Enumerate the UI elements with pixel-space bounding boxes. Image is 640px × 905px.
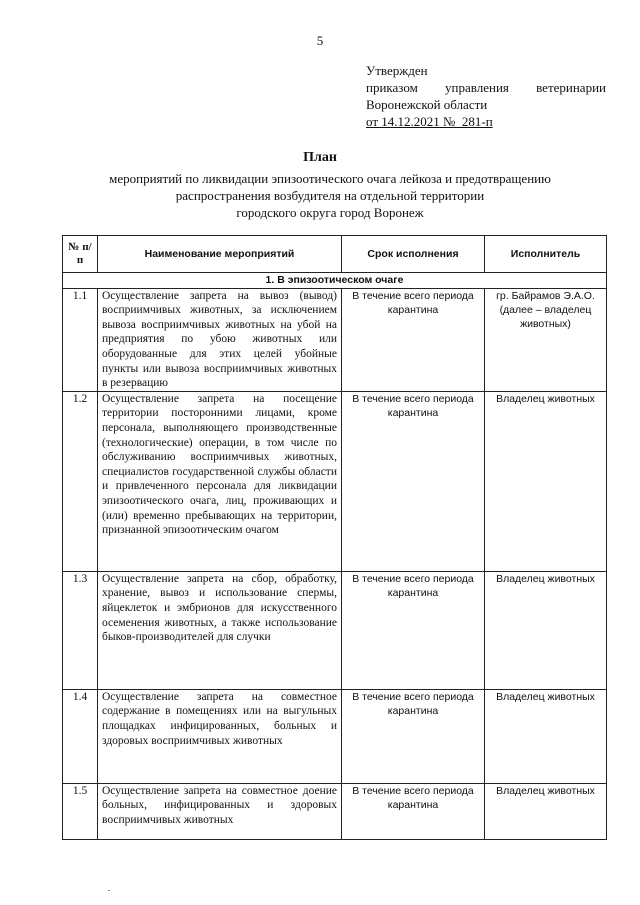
- row-text: Осуществление запрета на совместное содержание в помещениях или на выгульных площадках инфицированных, больных и здоровых восприимчивых животных: [98, 689, 342, 783]
- row-executor: Владелец животных: [485, 783, 607, 839]
- header-num: № п/п: [63, 236, 98, 273]
- document-title: План: [303, 150, 337, 165]
- row-num: 1.3: [63, 571, 98, 689]
- row-term: В течение всего периода карантина: [342, 391, 485, 571]
- row-num: 1.2: [63, 391, 98, 571]
- row-text: Осуществление запрета на вывоз (вывод) восприимчивых животных, за исключением вывоза восприимчивых животных на убой на предприятия по убою животных или оборудованные для этих целей убойные пункты или вывоза восприимчивых животных в резервацию: [98, 288, 342, 391]
- table-row: [63, 689, 607, 783]
- page-number: 5: [316, 33, 324, 48]
- row-executor: Владелец животных: [485, 571, 607, 689]
- table-row: [63, 391, 607, 571]
- table-row: [63, 571, 607, 689]
- row-text: Осуществление запрета на посещение территории посторонними лицами, кроме персонала, выполняющего производственные (технологические) операции, в том числе по обслуживанию восприимчивых животных, специалистов государственной службы области и привлеченного персонала для ликвидации эпизоотического очага, лиц, проживающих и (или) временно пребывающих на территории, признанной эпизоотическим очагом: [98, 391, 342, 571]
- table-row: [63, 783, 607, 839]
- approval-line-2: приказом управления ветеринарии: [366, 80, 606, 95]
- row-executor: Владелец животных: [485, 689, 607, 783]
- document-subtitle: [60, 170, 600, 221]
- scan-speck: [108, 890, 110, 891]
- table-header-row: [63, 236, 607, 273]
- approval-block: [366, 62, 606, 130]
- row-num: 1.4: [63, 689, 98, 783]
- approval-line-3: Воронежской области: [366, 97, 488, 112]
- row-executor: Владелец животных: [485, 391, 607, 571]
- subtitle-line-1: мероприятий по ликвидации эпизоотического очага лейкоза и предотвращению: [109, 171, 551, 186]
- row-num: 1.1: [63, 288, 98, 391]
- plan-table: [62, 235, 607, 840]
- table-row: [63, 288, 607, 391]
- row-term: В течение всего периода карантина: [342, 288, 485, 391]
- section-row: [63, 273, 607, 289]
- row-num: 1.5: [63, 783, 98, 839]
- row-text: Осуществление запрета на совместное доение больных, инфицированных и здоровых восприимчивых животных: [98, 783, 342, 839]
- row-text: Осуществление запрета на сбор, обработку, хранение, вывоз и использование спермы, яйцеклеток и эмбрионов для искусственного осеменения животных, а также использование быков-производителей для случки: [98, 571, 342, 689]
- header-term: Срок исполнения: [342, 236, 485, 273]
- row-term: В течение всего периода карантина: [342, 689, 485, 783]
- header-name: Наименование мероприятий: [98, 236, 342, 273]
- row-term: В течение всего периода карантина: [342, 571, 485, 689]
- header-executor: Исполнитель: [485, 236, 607, 273]
- subtitle-line-2: распространения возбудителя на отдельной территории: [175, 188, 485, 203]
- approval-line-4: от 14.12.2021 №_281-п: [366, 114, 493, 129]
- section-title: 1. В эпизоотическом очаге: [63, 273, 607, 289]
- row-executor: гр. Байрамов Э.А.О. (далее – владелец животных): [485, 288, 607, 391]
- subtitle-line-3: городского округа город Воронеж: [236, 205, 424, 220]
- row-term: В течение всего периода карантина: [342, 783, 485, 839]
- approval-line-1: Утвержден: [366, 63, 428, 78]
